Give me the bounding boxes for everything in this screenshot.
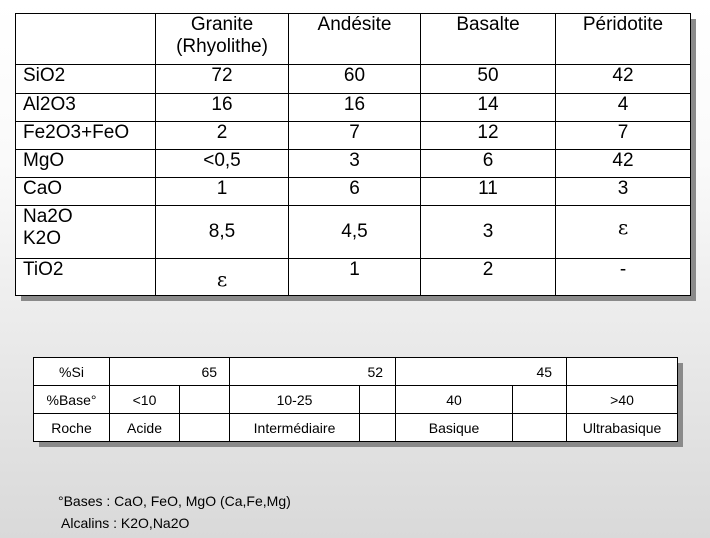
- rock-acide: Acide: [110, 414, 180, 442]
- cell-alkali-andesite: 4,5: [289, 206, 421, 259]
- composition-table: [15, 13, 691, 296]
- header-granite: [156, 14, 289, 65]
- note-bases: °Bases : CaO, FeO, MgO (Ca,Fe,Mg): [58, 493, 291, 509]
- cell-alkali-peridotite: ε: [556, 206, 691, 259]
- cell-alkali-basalte: 3: [421, 206, 556, 259]
- cell-tio2-basalte: 2: [421, 259, 556, 296]
- cell-al2o3-peridotite: 4: [556, 94, 691, 122]
- cell-tio2-andesite: 1: [289, 259, 421, 296]
- row-label-na2o-k2o: Na2O K2O: [16, 206, 156, 259]
- base-sep-2: [360, 386, 396, 414]
- rock-basique: Basique: [396, 414, 513, 442]
- si-row-label: %Si: [34, 358, 110, 386]
- cell-cao-basalte: 11: [421, 178, 556, 206]
- cell-fe-basalte: 12: [421, 122, 556, 150]
- si-threshold-45: 45: [396, 358, 567, 386]
- cell-mgo-granite: <0,5: [156, 150, 289, 178]
- rock-row-label: Roche: [34, 414, 110, 442]
- rock-intermediaire: Intermédiaire: [230, 414, 360, 442]
- cell-tio2-peridotite: -: [556, 259, 691, 296]
- cell-fe-peridotite: 7: [556, 122, 691, 150]
- cell-al2o3-andesite: 16: [289, 94, 421, 122]
- cell-tio2-granite: ε: [156, 259, 289, 296]
- row-label-mgo: MgO: [16, 150, 156, 178]
- header-peridotite: Péridotite: [556, 14, 691, 65]
- rock-sep-1: [180, 414, 230, 442]
- header-basalte: Basalte: [421, 14, 556, 65]
- base-acide: <10: [110, 386, 180, 414]
- base-ultrabasique: >40: [567, 386, 678, 414]
- cell-sio2-andesite: 60: [289, 65, 421, 94]
- cell-mgo-basalte: 6: [421, 150, 556, 178]
- cell-mgo-peridotite: 42: [556, 150, 691, 178]
- base-row-label: %Base°: [34, 386, 110, 414]
- cell-cao-granite: 1: [156, 178, 289, 206]
- base-basique: 40: [396, 386, 513, 414]
- header-andesite: Andésite: [289, 14, 421, 65]
- cell-cao-peridotite: 3: [556, 178, 691, 206]
- rock-ultrabasique: Ultrabasique: [567, 414, 678, 442]
- rock-sep-3: [513, 414, 567, 442]
- cell-cao-andesite: 6: [289, 178, 421, 206]
- classification-scale-table: [33, 357, 678, 442]
- header-corner: [16, 14, 156, 65]
- row-label-sio2: SiO2: [16, 65, 156, 94]
- cell-sio2-basalte: 50: [421, 65, 556, 94]
- row-label-tio2: TiO2: [16, 259, 156, 296]
- cell-sio2-granite: 72: [156, 65, 289, 94]
- base-sep-1: [180, 386, 230, 414]
- cell-sio2-peridotite: 42: [556, 65, 691, 94]
- row-label-al2o3: Al2O3: [16, 94, 156, 122]
- si-threshold-65: 65: [110, 358, 230, 386]
- cell-fe-andesite: 7: [289, 122, 421, 150]
- cell-alkali-granite: 8,5: [156, 206, 289, 259]
- row-label-cao: CaO: [16, 178, 156, 206]
- cell-mgo-andesite: 3: [289, 150, 421, 178]
- header-granite-line1: Granite: [190, 14, 254, 35]
- si-empty: [567, 358, 678, 386]
- cell-al2o3-granite: 16: [156, 94, 289, 122]
- note-alcalins: Alcalins : K2O,Na2O: [61, 515, 190, 531]
- rock-sep-2: [360, 414, 396, 442]
- base-sep-3: [513, 386, 567, 414]
- row-label-fe2o3-feo: Fe2O3+FeO: [16, 122, 156, 150]
- cell-fe-granite: 2: [156, 122, 289, 150]
- si-threshold-52: 52: [230, 358, 396, 386]
- cell-al2o3-basalte: 14: [421, 94, 556, 122]
- base-intermediaire: 10-25: [230, 386, 360, 414]
- header-granite-line2: (Rhyolithe): [176, 36, 268, 57]
